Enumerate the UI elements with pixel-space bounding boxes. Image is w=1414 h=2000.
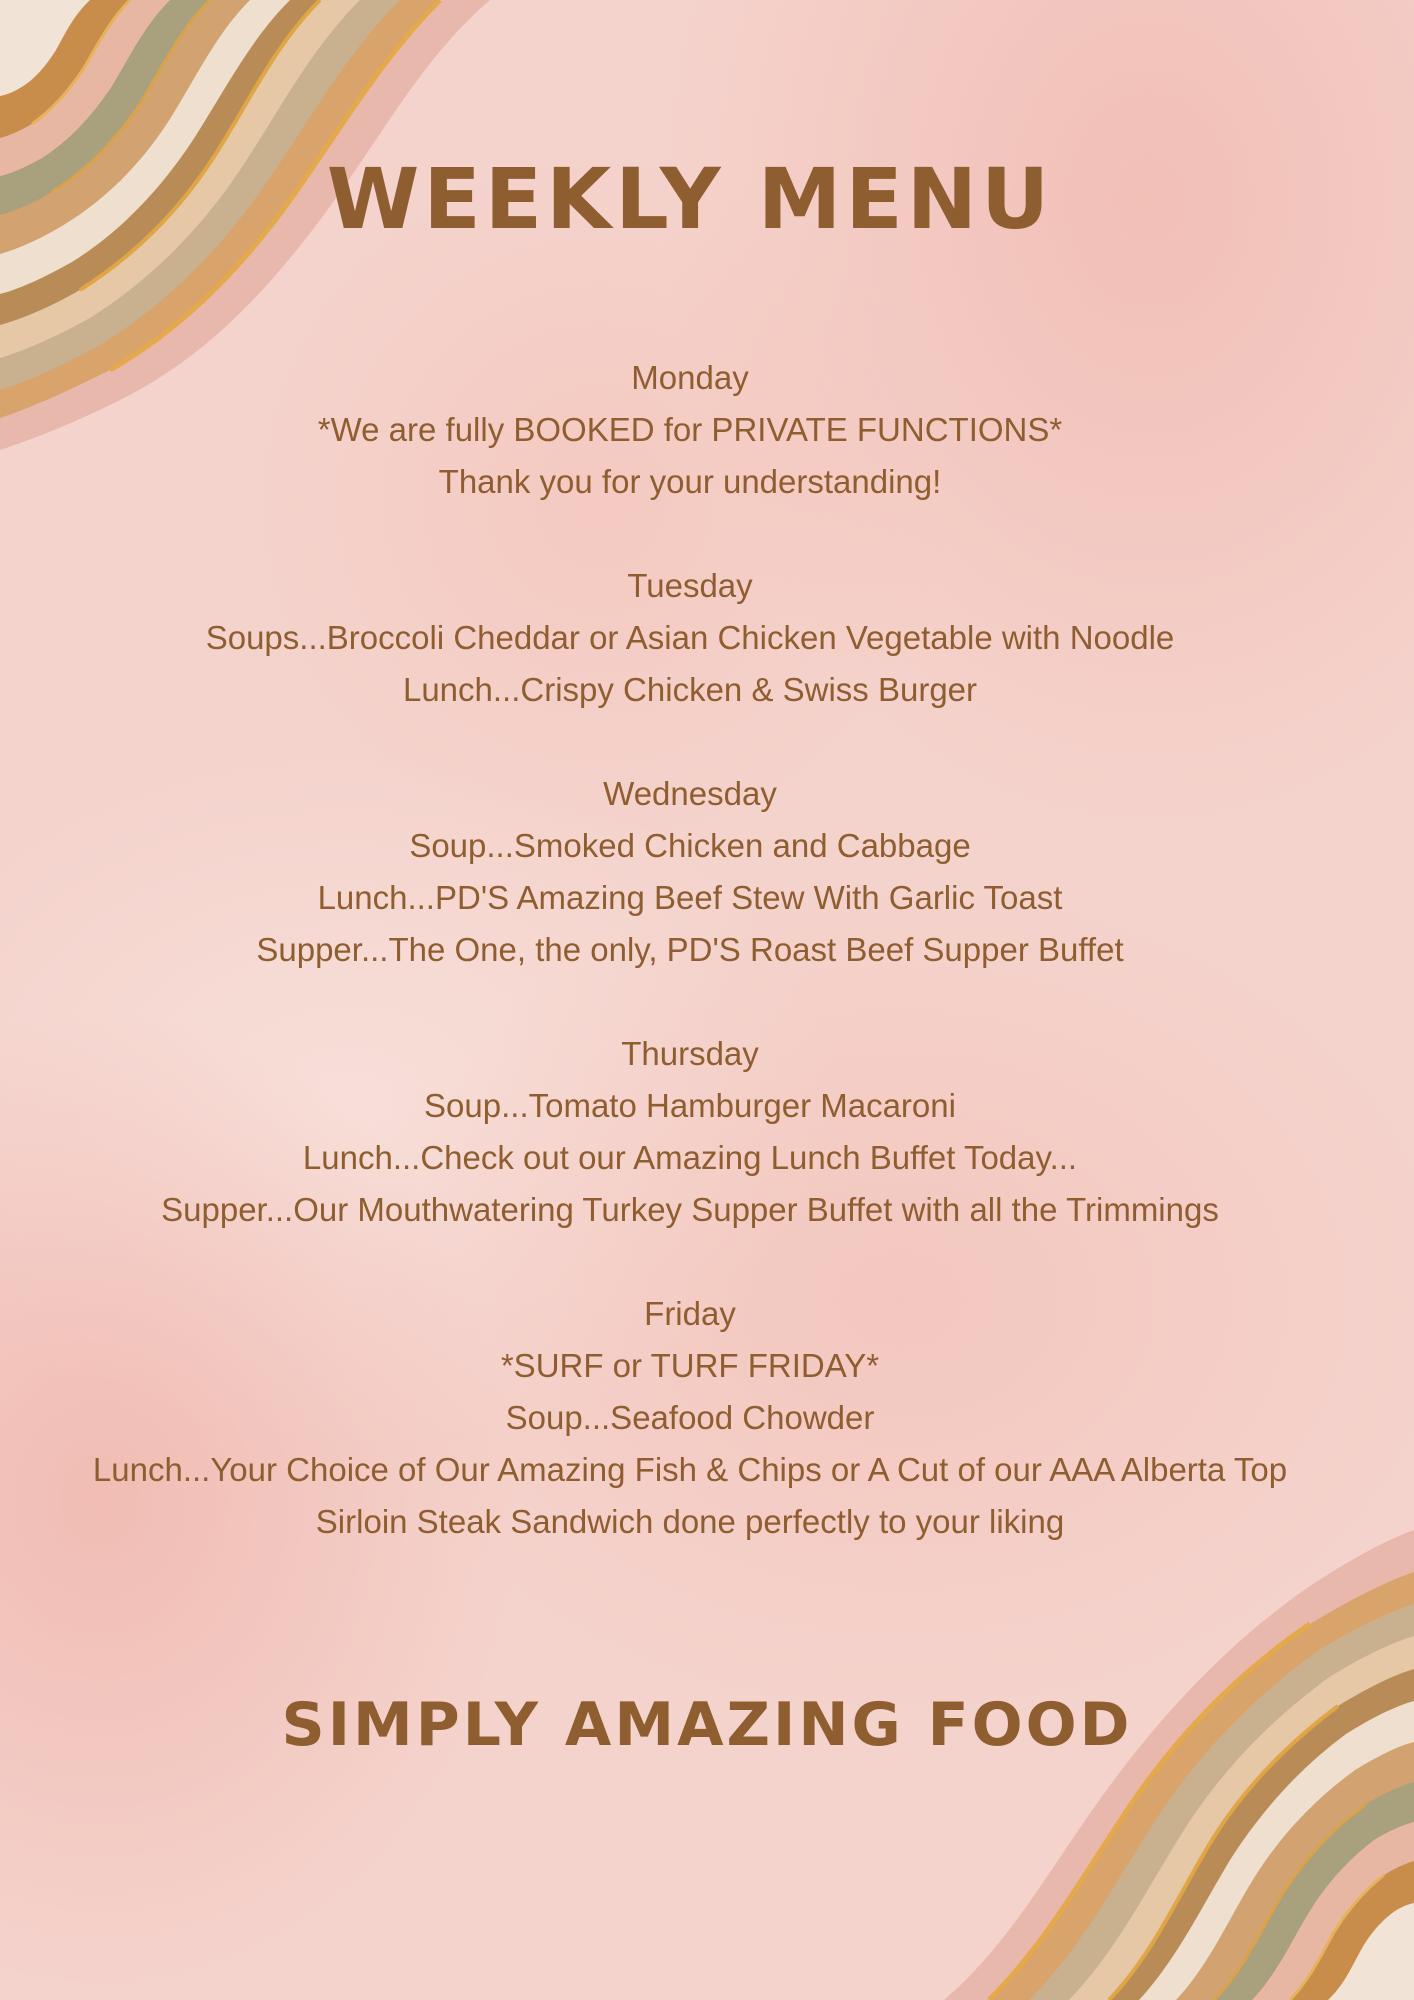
menu-line: Sirloin Steak Sandwich done perfectly to your liking xyxy=(315,1503,1065,1540)
day-friday xyxy=(0,1288,1380,1548)
menu-line: Thank you for your understanding! xyxy=(438,463,942,500)
day-heading: Wednesday xyxy=(603,775,777,812)
page-title: WEEKLY MENU xyxy=(326,150,1054,248)
day-thursday xyxy=(0,1028,1380,1236)
day-wednesday xyxy=(0,768,1380,976)
menu-line: Soup...Seafood Chowder xyxy=(505,1399,875,1436)
day-heading: Tuesday xyxy=(627,567,753,604)
day-heading: Thursday xyxy=(621,1035,759,1072)
day-heading: Friday xyxy=(644,1295,736,1332)
tagline: SIMPLY AMAZING FOOD xyxy=(281,1690,1133,1760)
menu-line: *We are fully BOOKED for PRIVATE FUNCTIONS* xyxy=(317,411,1063,448)
day-tuesday xyxy=(0,560,1380,716)
menu-line: *SURF or TURF FRIDAY* xyxy=(500,1347,880,1384)
weekly-menu xyxy=(0,352,1380,1600)
menu-line: Soups...Broccoli Cheddar or Asian Chicken Vegetable with Noodle xyxy=(205,619,1175,656)
day-heading: Monday xyxy=(631,359,749,396)
menu-line: Supper...Our Mouthwatering Turkey Supper Buffet with all the Trimmings xyxy=(161,1191,1219,1228)
menu-line: Lunch...Check out our Amazing Lunch Buffet Today... xyxy=(302,1139,1078,1176)
menu-line: Soup...Smoked Chicken and Cabbage xyxy=(409,827,971,864)
menu-line: Supper...The One, the only, PD'S Roast Beef Supper Buffet xyxy=(256,931,1124,968)
menu-line: Lunch...Your Choice of Our Amazing Fish & Chips or A Cut of our AAA Alberta Top xyxy=(92,1451,1288,1488)
day-monday xyxy=(0,352,1380,508)
menu-line: Lunch...PD'S Amazing Beef Stew With Garlic Toast xyxy=(317,879,1063,916)
menu-line: Soup...Tomato Hamburger Macaroni xyxy=(424,1087,956,1124)
menu-line: Lunch...Crispy Chicken & Swiss Burger xyxy=(402,671,978,708)
